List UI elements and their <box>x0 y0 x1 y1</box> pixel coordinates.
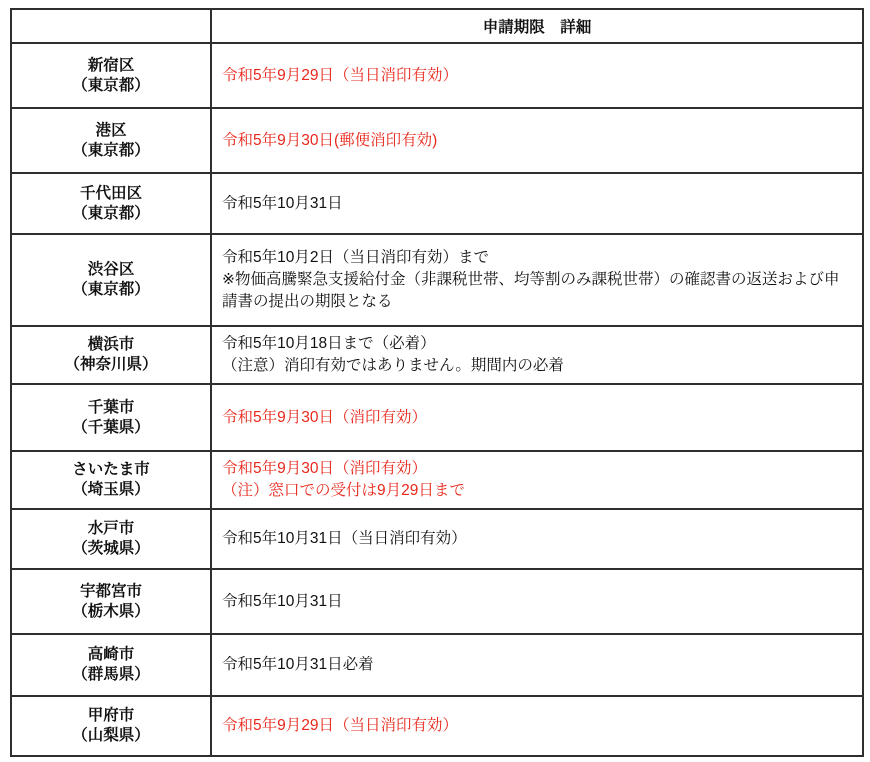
header-row <box>11 9 863 43</box>
municipality-cell <box>11 384 211 451</box>
deadline-detail-line: 令和5年10月18日まで（必着） <box>222 335 436 352</box>
deadline-detail-line: 令和5年10月2日（当日消印有効）まで <box>222 249 489 266</box>
deadline-detail-cell <box>211 569 863 634</box>
detail-header-cell: 申請期限 詳細 <box>211 9 863 43</box>
municipality-name-line: （群馬県） <box>72 666 150 683</box>
municipality-name-line: （千葉県） <box>72 418 150 436</box>
municipality-header-cell <box>11 9 211 43</box>
municipality-name-line: （東京都） <box>72 141 150 159</box>
municipality-name-line: 横浜市 <box>87 336 135 353</box>
table-row <box>11 451 863 509</box>
deadline-detail-cell <box>211 326 863 384</box>
municipality-name-line: 渋谷区 <box>87 261 135 278</box>
table-row <box>11 384 863 451</box>
municipality-name-line: （神奈川県） <box>64 356 158 373</box>
table-row <box>11 108 863 173</box>
deadline-detail-cell <box>211 43 863 108</box>
municipality-cell <box>11 43 211 108</box>
deadline-detail-line: 令和5年10月31日 <box>222 592 343 610</box>
deadline-detail-line: （注）窓口での受付は9月29日まで <box>222 482 465 499</box>
municipality-cell <box>11 634 211 696</box>
deadline-detail-cell <box>211 173 863 234</box>
municipality-name-line: 甲府市 <box>87 707 135 724</box>
deadline-detail-cell <box>211 384 863 451</box>
municipality-cell <box>11 451 211 509</box>
table-row <box>11 173 863 234</box>
deadline-detail-cell <box>211 696 863 756</box>
table-row <box>11 634 863 696</box>
municipality-name-line: （東京都） <box>72 281 150 298</box>
municipality-cell <box>11 234 211 326</box>
deadline-detail-line: 令和5年10月31日必着 <box>222 656 374 673</box>
table-body <box>11 43 863 756</box>
deadline-detail-line: ※物価高騰緊急支援給付金（非課税世帯、均等割のみ課税世帯）の確認書の返送および申請書の提出の期限となる <box>222 271 840 310</box>
deadline-detail-line: 令和5年9月30日（消印有効） <box>222 460 427 477</box>
deadline-detail-cell <box>211 509 863 569</box>
municipality-cell <box>11 326 211 384</box>
municipality-name-line: （茨城県） <box>72 540 150 557</box>
municipality-name-line: 高崎市 <box>87 646 135 663</box>
table-row <box>11 43 863 108</box>
table-row <box>11 696 863 756</box>
deadline-detail-line: 令和5年9月30日（消印有効） <box>222 408 427 426</box>
deadline-detail-cell <box>211 108 863 173</box>
municipality-name-line: さいたま市 <box>72 461 150 478</box>
municipality-name-line: （東京都） <box>72 204 150 222</box>
table-row <box>11 569 863 634</box>
deadline-detail-line: 令和5年10月31日 <box>222 194 343 212</box>
deadline-detail-line: 令和5年9月29日（当日消印有効） <box>222 717 458 734</box>
municipality-name-line: （東京都） <box>72 76 150 94</box>
table-row <box>11 509 863 569</box>
deadline-detail-line: 令和5年9月29日（当日消印有効） <box>222 66 458 84</box>
deadline-detail-cell <box>211 234 863 326</box>
deadline-detail-line: （注意）消印有効ではありません。期間内の必着 <box>222 357 564 374</box>
deadline-detail-line: 令和5年10月31日（当日消印有効） <box>222 530 467 547</box>
deadline-detail-line: 令和5年9月30日(郵便消印有効) <box>222 131 438 149</box>
municipality-cell <box>11 509 211 569</box>
municipality-name-line: 千代田区 <box>79 184 142 202</box>
table-row <box>11 326 863 384</box>
municipality-name-line: 新宿区 <box>87 56 135 74</box>
municipality-name-line: （山梨県） <box>72 727 150 744</box>
municipality-cell <box>11 108 211 173</box>
deadline-table <box>10 8 864 757</box>
table-row <box>11 234 863 326</box>
municipality-name-line: 港区 <box>95 121 127 139</box>
municipality-cell <box>11 173 211 234</box>
municipality-name-line: 千葉市 <box>87 398 135 416</box>
municipality-name-line: （埼玉県） <box>72 481 150 498</box>
municipality-name-line: 水戸市 <box>87 520 135 537</box>
deadline-detail-cell <box>211 634 863 696</box>
deadline-detail-cell <box>211 451 863 509</box>
municipality-name-line: 宇都宮市 <box>79 582 142 600</box>
municipality-name-line: （栃木県） <box>72 602 150 620</box>
municipality-cell <box>11 696 211 756</box>
municipality-cell <box>11 569 211 634</box>
